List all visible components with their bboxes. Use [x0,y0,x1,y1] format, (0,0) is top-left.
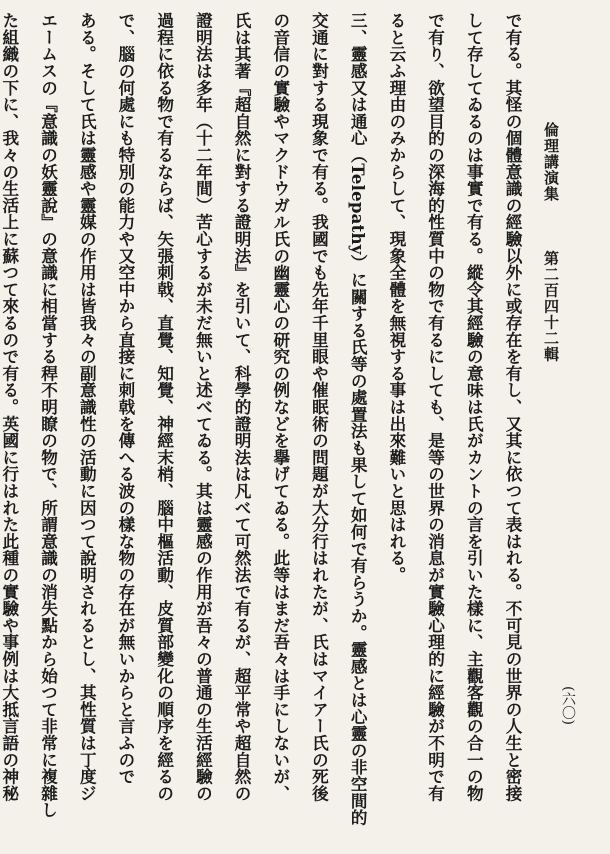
text-line: 證明法は多年（十二年間）苦心するが未だ無いと述べてゐる。其は靈感の作用が吾々の普通の生活經驗の [193,12,214,802]
text-line: で有り、欲望目的の深海的性質中の物で有るにしても、是等の世界の消息が實驗心理的に經驗が不明で有 [425,12,446,802]
text-line: ある。そして氏は靈感や靈媒の作用は皆我々の副意識性の活動に因つて說明されるとし、其性質は丁度ジ [77,12,98,802]
series-title: 倫理講演集 [542,122,560,202]
page-number: (六〇) [560,686,576,725]
text-line: エームスの『意識の妖靈說』の意識に相當する稈不明瞭の物で、所謂意識の消失點から始つて非常に複雜し [38,12,59,819]
body-text [0,12,532,832]
text-line: た組織の下に、我々の生活上に蘇つて來るので有る。英國に行はれた此種の實驗や事例は大抵言語の神秘 [0,12,20,802]
issue-number: 第二百四十二輯 [542,250,560,363]
text-line: で有る。其怪の個體意識の經驗以外に或存在を有し、又其に依つて表はれる。不可見の世界の人生と密接 [503,12,523,802]
text-line: の音信の實驗やマクドウガル氏の幽靈心の研究の例などを擧げてゐる。此等はまだ吾々は手にしないが、 [270,12,291,802]
text-line: 氏は其著『超自然に對する證明法』を引いて、科學的證明法は凡べて可然法で有るが、超平常や超自然の [232,12,253,802]
text-line: して存してゐるのは事實で有る。縱令其經驗の意味は氏がカントの言を引いた樣に、主觀客觀の合一の物 [464,12,485,802]
running-header [536,122,566,502]
text-line: ると云ふ理由のみからして、現象全體を無視する事は出來難いと思はれる。 [386,12,407,584]
text-line: 過程に依る物で有るならば、矢張刺戟、直覺、知覺、神經末梢、腦中樞活動、皮質部變化の順序を經るの [154,12,175,802]
text-line: 三、靈感又は通心（Telepathy）に關する氏等の處置法も果して如何で有らうか。靈感とは心靈の非空間的 [348,12,369,826]
text-line: 交通に對する現象で有る。我國でも先年千里眼や催眠術の問題が大分行はれたが、氏はマイアー氏の死後 [309,12,330,802]
text-line: で、腦の何處にも特別の能力や又空中から直接に刺戟を傳へる波の樣な物の存在が無いからと言ふので [115,12,136,785]
